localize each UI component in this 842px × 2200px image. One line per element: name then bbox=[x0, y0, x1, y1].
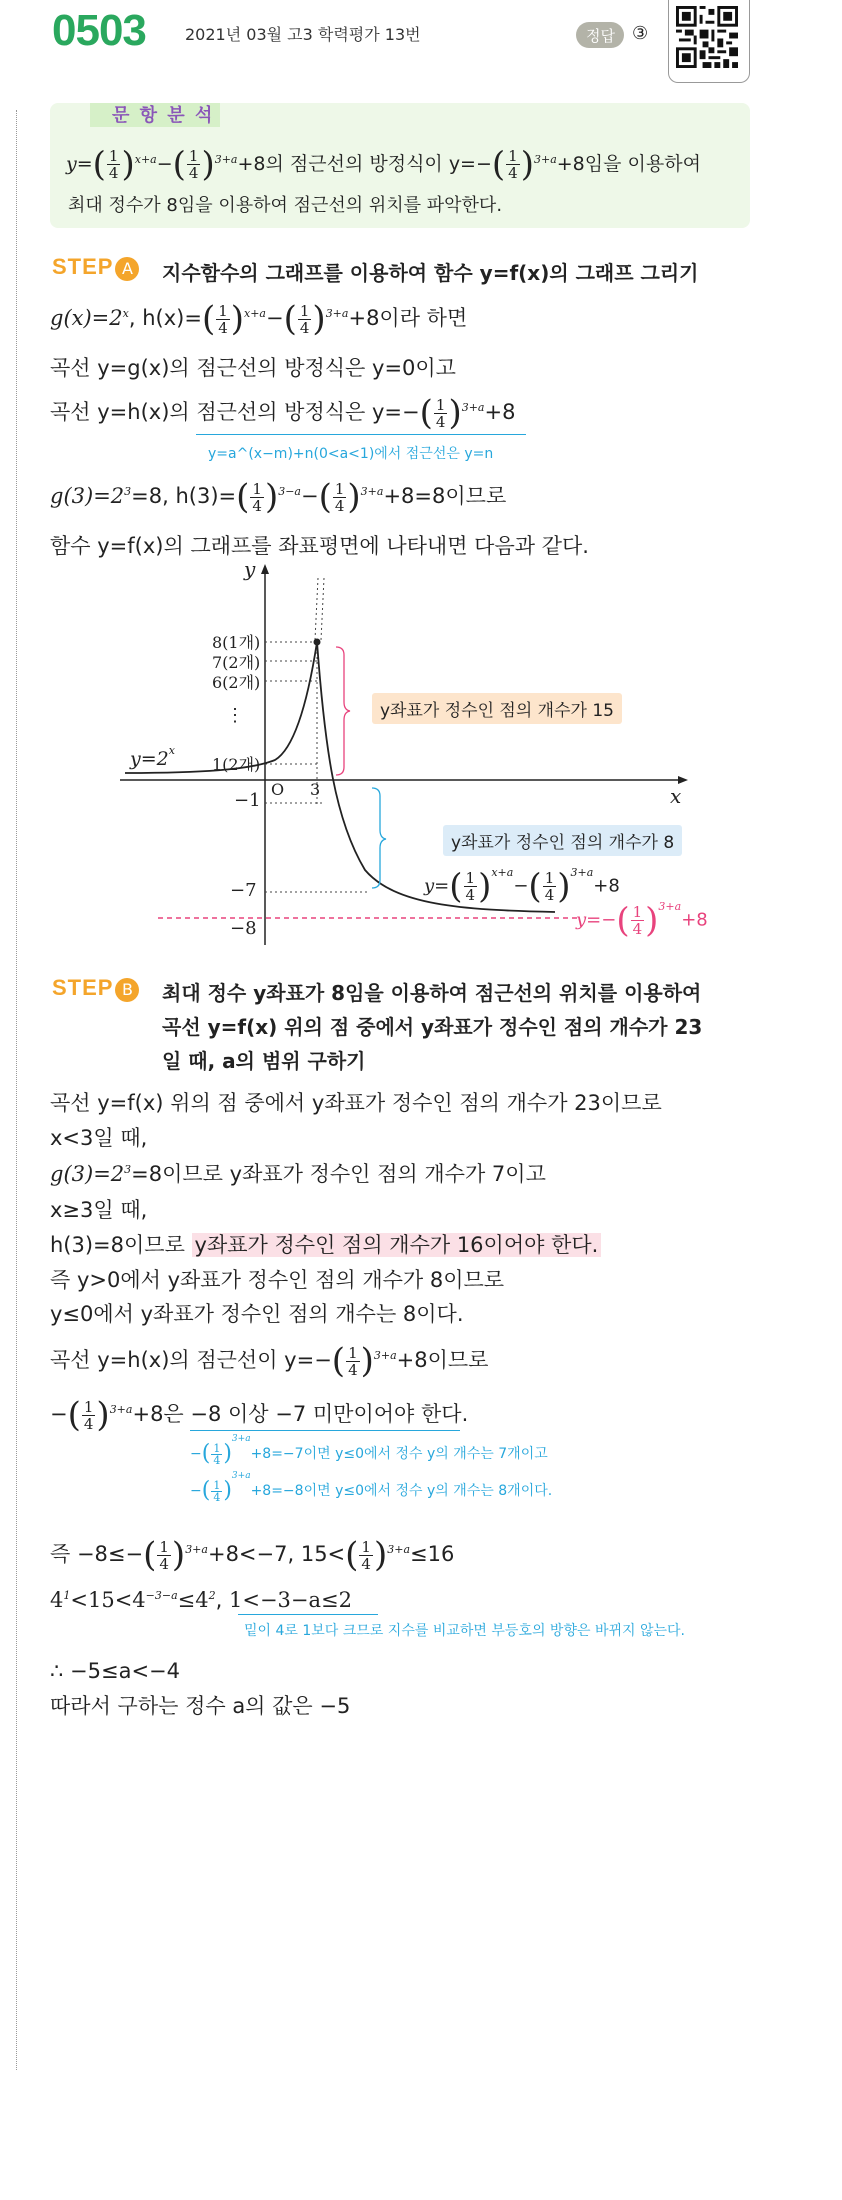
analysis-line2: 최대 정수가 8임을 이용하여 점근선의 위치를 파악한다. bbox=[68, 195, 503, 216]
step-b-title-3: 일 때, a의 범위 구하기 bbox=[162, 1049, 366, 1073]
y-tick-vdots: ⋮ bbox=[226, 705, 244, 726]
step-b-line12: ∴ −5≤a<−4 bbox=[50, 1659, 181, 1683]
step-b-line9: −( $\frac{1}{4}$ )$^{3+a}$+8은 −8 이상 −7 미만이어야 한다. bbox=[50, 1395, 469, 1435]
step-b-title-1: 최대 정수 y좌표가 8임을 이용하여 점근선의 위치를 이용하여 bbox=[162, 981, 702, 1005]
step-b-note-1: −( $\frac{1}{4}$ )$^{3+a}$+8=−7이면 y≤0에서 정수 y의 개수는 7개이고 bbox=[190, 1434, 548, 1467]
y-tick-7: 7(2개) bbox=[212, 653, 261, 672]
analysis-mid: +8의 점근선의 방정식이 y=− bbox=[237, 153, 492, 175]
y-tick-6: 6(2개) bbox=[212, 673, 261, 692]
fraction: $\frac{1}{4}$ bbox=[632, 903, 643, 938]
margin-rule bbox=[16, 110, 17, 2070]
fraction: $\frac{1}{4}$ bbox=[544, 869, 555, 904]
fraction: $\frac{1}{4}$ bbox=[218, 301, 228, 337]
y-axis-arrow bbox=[261, 564, 269, 574]
analysis-title: 문 항 분 석 bbox=[112, 105, 215, 126]
step-b-letter: B bbox=[115, 978, 139, 1002]
fraction: $\frac{1}{4}$ bbox=[108, 147, 119, 182]
step-b-header bbox=[52, 975, 139, 1002]
bracket-upper-label: y좌표가 정수인 점의 개수가 15 bbox=[372, 693, 622, 724]
problem-number: 0503 bbox=[52, 6, 146, 55]
y-tick-neg7: −7 bbox=[230, 880, 257, 901]
graph-y-axis-label: y bbox=[244, 557, 256, 581]
step-b-line4: x≥3일 때, bbox=[50, 1198, 148, 1222]
answer-label: 정답 bbox=[586, 27, 615, 45]
step-a-title: 지수함수의 그래프를 이용하여 함수 y=f(x)의 그래프 그리기 bbox=[162, 261, 699, 285]
step-b-note-3: 밑이 4로 1보다 크므로 지수를 비교하면 부등호의 방향은 바뀌지 않는다. bbox=[244, 1623, 685, 1639]
asymptote-label: y=−( $\frac{1}{4}$ )$^{3+a}$+8 bbox=[576, 900, 708, 941]
fraction: $\frac{1}{4}$ bbox=[159, 1537, 169, 1573]
fraction: $\frac{1}{4}$ bbox=[188, 147, 199, 182]
step-b-badge: STEP bbox=[52, 975, 114, 1000]
step-a-line4: $g(3)=2^3=8$, h(3)=( $\frac{1}{4}$ )$^{3-a}$−( $\frac{1}{4}$ )$^{3+a}$+8=8이므로 bbox=[50, 477, 507, 517]
step-a-note: y=a^(x−m)+n(0<a<1)에서 점근선은 y=n bbox=[208, 446, 494, 462]
point-3-8 bbox=[314, 639, 321, 646]
curve-g-label: $y=2^x$ bbox=[130, 744, 175, 770]
answer-value: ③ bbox=[632, 23, 649, 44]
step-a-underline bbox=[196, 434, 526, 435]
analysis-suffix: +8임을 이용하여 bbox=[556, 153, 701, 175]
y-tick-neg8: −8 bbox=[230, 918, 257, 939]
step-b-title-2: 곡선 y=f(x) 위의 점 중에서 y좌표가 정수인 점의 개수가 23 bbox=[162, 1015, 703, 1039]
step-a-line1: $g(x)=2^x$, h(x)=( $\frac{1}{4}$ )$^{x+a}$−( $\frac{1}{4}$ )$^{3+a}$+8이라 하면 bbox=[50, 299, 468, 339]
problem-source: 2021년 03월 고3 학력평가 13번 bbox=[185, 25, 421, 44]
bracket-upper bbox=[336, 647, 350, 775]
step-b-line8: 곡선 y=h(x)의 점근선이 y=−( $\frac{1}{4}$ )$^{3+a}$+8이므로 bbox=[50, 1341, 489, 1381]
fraction: $\frac{1}{4}$ bbox=[348, 1343, 358, 1379]
step-b-underline bbox=[190, 1430, 460, 1431]
curve-h-label: y=( $\frac{1}{4}$ )$^{x+a}$−( $\frac{1}{4}$ )$^{3+a}$+8 bbox=[424, 866, 620, 907]
fraction: $\frac{1}{4}$ bbox=[83, 1397, 94, 1433]
step-a-line2: 곡선 y=g(x)의 점근선의 방정식은 y=0이고 bbox=[50, 356, 456, 380]
step-b-line1: 곡선 y=f(x) 위의 점 중에서 y좌표가 정수인 점의 개수가 23이므로 bbox=[50, 1091, 662, 1115]
x-axis-arrow bbox=[678, 776, 688, 784]
fraction: $\frac{1}{4}$ bbox=[465, 869, 476, 904]
step-b-line11: $4^1<15<4^{-3-a}\le 4^2$, 1<−3−a≤2 bbox=[50, 1588, 352, 1612]
step-b-line7: y≤0에서 y좌표가 정수인 점의 개수는 8이다. bbox=[50, 1302, 464, 1326]
y-tick-8: 8(1개) bbox=[212, 633, 261, 652]
fraction: $\frac{1}{4}$ bbox=[508, 147, 518, 182]
fraction: $\frac{1}{4}$ bbox=[361, 1537, 371, 1573]
fraction: $\frac{1}{4}$ bbox=[299, 301, 310, 337]
step-b-line10: 즉 −8≤−( $\frac{1}{4}$ )$^{3+a}$+8<−7, 15<( $\frac{1}{4}$ )$^{3+a}$≤16 bbox=[50, 1535, 455, 1575]
step-b-note-2: −( $\frac{1}{4}$ )$^{3+a}$+8=−8이면 y≤0에서 정수 y의 개수는 8개이다. bbox=[190, 1471, 553, 1504]
fraction: $\frac{1}{4}$ bbox=[252, 479, 262, 515]
step-a-line3: 곡선 y=h(x)의 점근선의 방정식은 y=−( $\frac{1}{4}$ )$^{3+a}$+8 bbox=[50, 393, 516, 433]
step-b-line5: h(3)=8이므로 y좌표가 정수인 점의 개수가 16이어야 한다. bbox=[50, 1229, 601, 1261]
step-b-line2: x<3일 때, bbox=[50, 1126, 148, 1150]
bracket-lower-label: y좌표가 정수인 점의 개수가 8 bbox=[443, 825, 682, 856]
step-a-badge: STEP bbox=[52, 254, 114, 279]
graph-x-tick-3: 3 bbox=[310, 780, 321, 799]
step-b-line6: 즉 y>0에서 y좌표가 정수인 점의 개수가 8이므로 bbox=[50, 1268, 505, 1292]
fraction: $\frac{1}{4}$ bbox=[435, 395, 446, 431]
step-a-letter: A bbox=[115, 257, 139, 281]
fraction: $\frac{1}{4}$ bbox=[334, 479, 345, 515]
step-a-header bbox=[52, 254, 139, 281]
step-b-line3: $g(3)=2^3=8$이므로 y좌표가 정수인 점의 개수가 7이고 bbox=[50, 1162, 546, 1186]
y-tick-1: 1(2개) bbox=[212, 755, 261, 774]
y-tick-neg1: −1 bbox=[234, 790, 261, 811]
analysis-y-eq: y= bbox=[66, 153, 93, 175]
analysis-line1: y=( $\frac{1}{4}$ )$^{x+a}$−( $\frac{1}{4}$ )$^{3+a}$+8의 점근선의 방정식이 y=−( $\frac{1}{4}$ )$^{3+a}$+8임을 이용하여 bbox=[66, 144, 701, 185]
qr-code-icon[interactable] bbox=[676, 6, 738, 68]
step-a-line5: 함수 y=f(x)의 그래프를 좌표평면에 나타내면 다음과 같다. bbox=[50, 534, 589, 558]
step-b-underline-2 bbox=[238, 1614, 378, 1615]
step-b-line13: 따라서 구하는 정수 a의 값은 −5 bbox=[50, 1694, 351, 1718]
graph-origin: O bbox=[271, 780, 285, 799]
graph-x-axis-label: x bbox=[670, 784, 682, 808]
bracket-lower bbox=[372, 788, 386, 888]
